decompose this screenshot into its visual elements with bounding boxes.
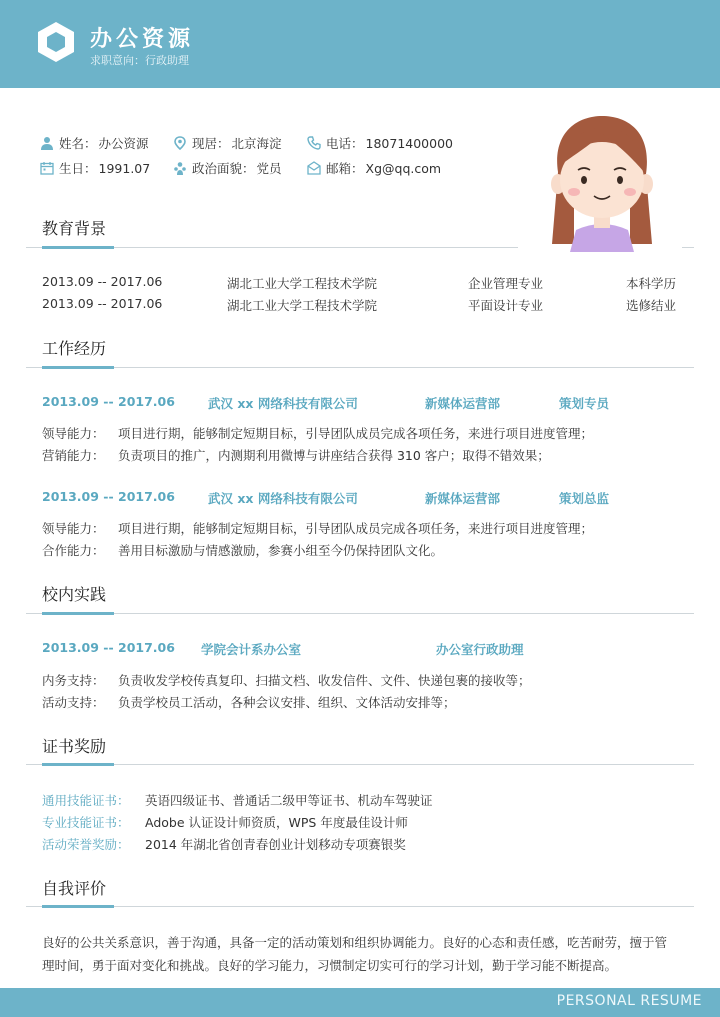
job-period: 2013.09 -- 2017.06 <box>42 489 175 504</box>
edu-period: 2013.09 -- 2017.06 <box>42 296 163 311</box>
section-divider <box>26 367 694 368</box>
edu-major: 企业管理专业 <box>468 276 544 291</box>
phone-icon <box>307 136 321 150</box>
award-label: 专业技能证书： <box>42 815 130 830</box>
job-item-text: 项目进行期，能够制定短期目标，引导团队成员完成各项任务，来进行项目进度管理； <box>118 426 594 441</box>
edu-major: 平面设计专业 <box>468 298 544 313</box>
job-item-text: 负责项目的推广，内测期利用微博与讲座结合获得 310 客户；取得不错效果； <box>118 448 550 463</box>
job-company: 武汉 xx 网络科技有限公司 <box>208 396 358 411</box>
section-accent <box>42 366 114 369</box>
avatar <box>548 112 656 252</box>
info-birth-value: 1991.07 <box>98 160 151 176</box>
job-position: 策划总监 <box>559 491 610 506</box>
section-accent <box>42 246 114 249</box>
section-divider-right <box>682 247 694 248</box>
self-eval-line: 理时间，勇于面对变化和挑战。良好的学习能力，习惯制定切实可行的学习计划，勤于学习能不断提高。 <box>42 958 618 973</box>
campus-item-label: 内务支持： <box>42 673 105 688</box>
self-eval-line: 良好的公共关系意识，善于沟通，具备一定的活动策划和组织协调能力。良好的心态和责任感，吃苦耐劳，擅于管 <box>42 935 668 950</box>
job-position: 策划专员 <box>559 396 610 411</box>
info-email <box>307 159 441 177</box>
section-title-self: 自我评价 <box>42 879 107 898</box>
info-phone-label: 电话： <box>326 136 364 151</box>
info-location <box>173 134 282 152</box>
info-location-value: 北京海淀 <box>231 136 282 151</box>
award-text: 2014 年湖北省创青春创业计划移动专项赛银奖 <box>145 837 406 852</box>
footer-text: PERSONAL RESUME <box>556 993 702 1009</box>
section-accent <box>42 763 114 766</box>
section-title-work: 工作经历 <box>42 339 107 358</box>
info-political-value: 党员 <box>256 161 282 176</box>
job-dept: 新媒体运营部 <box>425 396 501 411</box>
award-text: 英语四级证书、普通话二级甲等证书、机动车驾驶证 <box>145 793 433 808</box>
info-email-value: Xg@qq.com <box>365 160 442 176</box>
edu-period: 2013.09 -- 2017.06 <box>42 274 163 289</box>
section-divider <box>26 906 694 907</box>
job-company: 武汉 xx 网络科技有限公司 <box>208 491 358 506</box>
group-icon <box>173 161 187 175</box>
section-divider <box>26 764 694 765</box>
edu-school: 湖北工业大学工程技术学院 <box>227 276 378 291</box>
section-accent <box>42 612 114 615</box>
job-item-label: 合作能力： <box>42 543 105 558</box>
job-period: 2013.09 -- 2017.06 <box>42 394 175 409</box>
campus-item-label: 活动支持： <box>42 695 105 710</box>
section-title-awards: 证书奖励 <box>42 737 107 756</box>
mail-icon <box>307 161 321 175</box>
info-birth-label: 生日： <box>59 161 97 176</box>
info-phone-value: 18071400000 <box>365 135 453 151</box>
campus-item-text: 负责收发学校传真复印、扫描文档、收发信件、文件、快递包裹的接收等； <box>118 673 531 688</box>
info-name-label: 姓名： <box>59 136 97 151</box>
info-political-label: 政治面貌： <box>192 161 255 176</box>
job-item-label: 营销能力： <box>42 448 105 463</box>
job-item-text: 项目进行期，能够制定短期目标，引导团队成员完成各项任务，来进行项目进度管理； <box>118 521 594 536</box>
award-label: 活动荣誉奖励： <box>42 837 130 852</box>
job-item-label: 领导能力： <box>42 426 105 441</box>
calendar-icon <box>40 161 54 175</box>
info-name <box>40 134 149 152</box>
campus-org: 学院会计系办公室 <box>201 642 302 657</box>
info-name-value: 办公资源 <box>98 136 149 151</box>
location-pin-icon <box>173 136 187 150</box>
header-bar <box>0 0 720 88</box>
footer-bar <box>0 988 720 1017</box>
hexagon-logo-icon <box>36 20 76 64</box>
campus-item-text: 负责学校员工活动，各种会议安排、组织、文体活动安排等； <box>118 695 456 710</box>
section-title-campus: 校内实践 <box>42 585 107 604</box>
job-dept: 新媒体运营部 <box>425 491 501 506</box>
section-divider <box>26 613 694 614</box>
edu-school: 湖北工业大学工程技术学院 <box>227 298 378 313</box>
section-title-education: 教育背景 <box>42 219 107 238</box>
resume-name: 办公资源 <box>90 27 195 52</box>
section-accent <box>42 905 114 908</box>
campus-period: 2013.09 -- 2017.06 <box>42 640 175 655</box>
person-icon <box>40 136 54 150</box>
info-birth <box>40 159 150 177</box>
job-intent: 求职意向：行政助理 <box>90 54 189 67</box>
info-phone <box>307 134 453 152</box>
award-label: 通用技能证书： <box>42 793 130 808</box>
edu-degree: 本科学历 <box>626 276 677 291</box>
edu-degree: 选修结业 <box>626 298 677 313</box>
job-item-label: 领导能力： <box>42 521 105 536</box>
campus-role: 办公室行政助理 <box>436 642 524 657</box>
job-item-text: 善用目标激励与情感激励，参赛小组至今仍保持团队文化。 <box>118 543 444 558</box>
award-text: Adobe 认证设计师资质，WPS 年度最佳设计师 <box>145 815 408 830</box>
info-email-label: 邮箱： <box>326 161 364 176</box>
info-location-label: 现居： <box>192 136 230 151</box>
info-political <box>173 159 282 177</box>
